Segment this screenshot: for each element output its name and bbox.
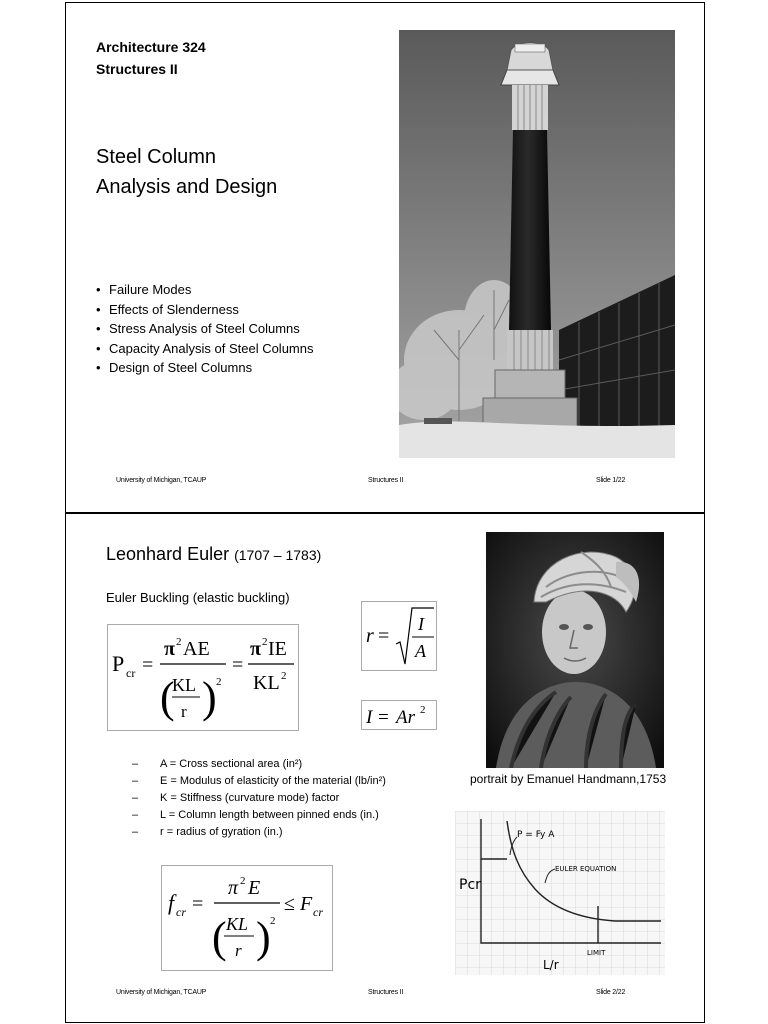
title-line-1: Steel Column [96,146,217,168]
euler-portrait [486,532,664,768]
topic-list [96,280,313,378]
svg-text:r: r [235,941,242,960]
course-title [96,36,206,80]
slide-2-subtitle: Euler Buckling (elastic buckling) [106,590,290,605]
definition-item: – A = Cross sectional area (in²) [132,756,386,773]
svg-text:2: 2 [262,636,268,648]
svg-text:2: 2 [176,636,182,648]
svg-text:P: P [112,651,125,676]
definition-item: – r = radius of gyration (in.) [132,824,386,841]
slide-2 [65,513,705,1023]
svg-text:2: 2 [420,704,426,716]
svg-text:): ) [256,913,271,962]
definition-item: – K = Stiffness (curvature mode) factor [132,790,386,807]
svg-text:cr: cr [313,905,323,919]
svg-text:2: 2 [270,915,276,927]
svg-text:2: 2 [240,875,246,887]
svg-text:): ) [202,673,217,722]
svg-text:KL: KL [253,672,280,694]
svg-text:cr: cr [126,666,136,680]
svg-text:cr: cr [176,905,186,919]
column-photo [399,30,675,458]
topic-item: • Failure Modes [96,280,313,300]
critical-stress-equation [161,865,333,971]
footer-slide-number: Slide 2/22 [596,989,626,996]
footer-slide-number: Slide 1/22 [596,477,626,484]
sketch-label-limit: LIMIT [587,949,606,957]
svg-text:(: ( [212,913,227,962]
sketch-label-pcr: Pcr [459,877,481,893]
euler-name: Leonhard Euler [106,544,230,564]
moment-of-inertia-equation [361,700,437,730]
radius-of-gyration-equation [361,601,437,671]
svg-text:Ar: Ar [396,707,415,728]
topic-item: • Effects of Slenderness [96,300,313,320]
sketch-label-euler: EULER EQUATION [555,865,617,873]
svg-text:π: π [228,877,239,899]
title-line-2: Analysis and Design [96,176,278,198]
euler-dates: (1707 – 1783) [234,547,322,563]
svg-text:f: f [168,890,175,915]
svg-text:=: = [378,625,390,647]
svg-text:=: = [192,893,204,915]
svg-text:2: 2 [216,676,222,688]
svg-text:r: r [181,702,187,721]
portrait-caption: portrait by Emanuel Handmann,1753 [470,772,667,786]
svg-text:E: E [248,877,261,899]
course-line-2: Structures II [96,61,178,77]
svg-text:2: 2 [281,670,287,682]
svg-text:I: I [366,707,373,728]
topic-item: • Capacity Analysis of Steel Columns [96,339,313,359]
footer-institution: University of Michigan, TCAUP [116,477,207,484]
svg-text:π: π [250,638,261,660]
svg-text:IE: IE [268,638,287,660]
svg-text:KL: KL [172,675,196,695]
svg-text:=: = [142,654,154,676]
svg-text:=: = [378,707,389,728]
footer-course: Structures II [368,989,404,996]
slide-1-title [96,142,277,202]
svg-text:π: π [164,638,175,660]
variable-definitions [132,756,386,841]
svg-text:AE: AE [183,638,210,660]
definition-item: – E = Modulus of elasticity of the material (lb/in²) [132,773,386,790]
footer-institution: University of Michigan, TCAUP [116,989,207,996]
sketch-label-fya: P = Fy A [517,830,555,840]
course-line-1: Architecture 324 [96,39,206,55]
footer-course: Structures II [368,477,404,484]
svg-text:F: F [300,893,313,915]
topic-item: • Design of Steel Columns [96,358,313,378]
euler-critical-load-equation [107,624,299,731]
euler-curve-sketch [455,811,665,975]
svg-text:KL: KL [226,914,249,934]
svg-text:=: = [232,654,244,676]
svg-text:A: A [415,641,426,661]
definition-item: – L = Column length between pinned ends (in.) [132,807,386,824]
svg-text:≤: ≤ [284,893,295,915]
svg-text:(: ( [160,673,175,722]
slide-2-title [106,544,321,565]
sketch-label-lr: L/r [543,958,559,972]
svg-text:r: r [366,625,374,647]
svg-text:I: I [418,614,424,634]
slide-1 [65,2,705,513]
topic-item: • Stress Analysis of Steel Columns [96,319,313,339]
